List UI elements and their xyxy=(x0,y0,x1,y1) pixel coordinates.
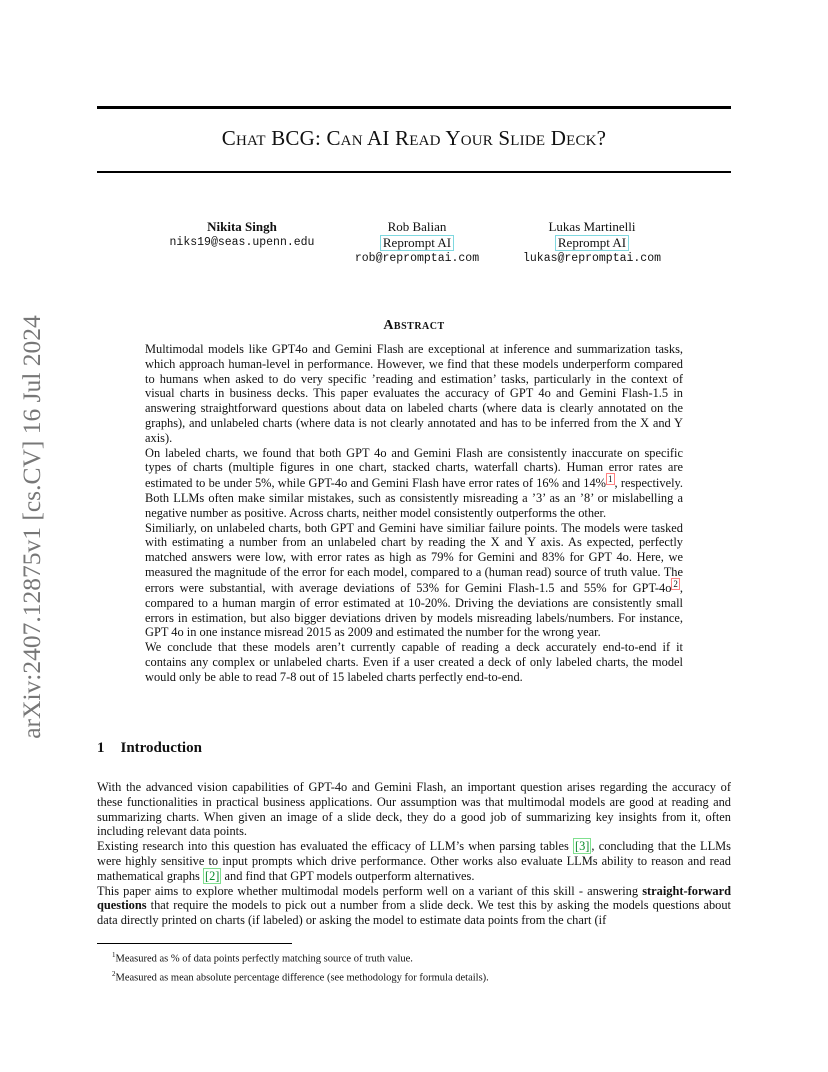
author-name: Rob Balian xyxy=(387,219,447,234)
section-heading xyxy=(97,740,202,757)
author-3 xyxy=(497,219,687,267)
arxiv-id-label: arXiv:2407.12875v1 [cs.CV] 16 Jul 2024 xyxy=(17,315,46,739)
abstract-heading: Abstract xyxy=(383,318,445,333)
abstract-paragraph: Multimodal models like GPT4o and Gemini Flash are exceptional at inference and summarization tasks, which approach human-level in performance. However, we find that these models underperform compared to humans when asked to do very specific ’reading and estimation’ tasks, particularly in the context of visual charts in business decks. This paper evaluates the accuracy of GPT 4o and Gemini Flash-1.5 in answering straightforward questions about data on labeled charts (where data is clearly annotated on the graphs), and unlabeled charts (where data is not clearly annotated and has to be inferred from the X and Y axis). xyxy=(145,342,683,445)
footnote-1: $^1$Measured as % of data points perfectly matching source of truth value. xyxy=(112,951,413,965)
bold-phrase: straight-forward questions xyxy=(97,883,731,913)
footnote-rule xyxy=(97,943,292,944)
author-email: lukas@repromptai.com xyxy=(522,252,662,265)
footnote-2: $^2$Measured as mean absolute percentage difference (see methodology for formula details). xyxy=(112,969,489,983)
body-paragraph: Existing research into this question has evaluated the efficacy of LLM’s when parsing tables [3] , concluding that the LLMs were highly sensitive to input prompts which drive performance. Other works also evaluate LLMs ability to reason and read mathematical graphs [2] and find that GPT models outperform alternatives. xyxy=(97,839,731,883)
section-title: Introduction xyxy=(120,740,202,756)
citation-link[interactable]: [3] xyxy=(574,839,590,854)
author-name: Lukas Martinelli xyxy=(548,219,636,234)
author-name: Nikita Singh xyxy=(207,219,277,234)
author-block xyxy=(97,219,731,269)
author-2 xyxy=(327,219,507,267)
affiliation-link[interactable]: Reprompt AI xyxy=(555,235,629,251)
section-number: 1 xyxy=(97,740,105,756)
citation-link[interactable]: [2] xyxy=(204,868,220,883)
author-1 xyxy=(147,219,337,251)
abstract-paragraph: Similiarly, on unlabeled charts, both GPT and Gemini have similiar failure points. The models were tasked with estimating a number from an unlabeled chart by reading the X and Y axis. As expected, perfectly matched answers were low, with error rates as high as 79% for Gemini and 83% for GPT 4o. Here, we measured the magnitude of the error for each model, compared to a (human read) source of truth value. The errors were substantial, with average deviations of 53% for Gemini Flash-1.5 and 55% for GPT-4o $^2$ , compared to a human margin of error estimated at 10-20%. Driving the deviations are consistently small errors in estimation, but also bigger deviations driven by models misreading labels/numbers. For instance, GPT 4o in one instance misread 2015 as 2009 and estimated the number for the wrong year. xyxy=(145,520,683,640)
title-top-rule xyxy=(97,106,731,109)
body-paragraph: With the advanced vision capabilities of GPT-4o and Gemini Flash, an important question arises regarding the accuracy of these functionalities in practical business applications. Our assumption was that multimodal models are good at reading and summarizing charts. When given an image of a slide deck, they do a good job of summarizing key insights from it, often including relevant data points. xyxy=(97,780,731,839)
footnote-ref-1[interactable]: 1 xyxy=(608,474,613,485)
intro-body xyxy=(97,780,731,928)
affiliation-link[interactable]: Reprompt AI xyxy=(380,235,454,251)
abstract-body xyxy=(145,342,683,685)
title-bottom-rule xyxy=(97,171,731,173)
author-email: rob@repromptai.com xyxy=(354,252,480,265)
abstract-paragraph: On labeled charts, we found that both GPT 4o and Gemini Flash are consistently inaccurate on specific types of charts (multiple figures in one chart, stacked charts, waterfall charts). Human error rates are estimated to be under 5%, while GPT-4o and Gemini Flash have error rates of 16% and 14% $^1$ , respectively. Both LLMs often make similar mistakes, such as consistently misreading a ’3’ as an ’8’ or mislabelling a negative number as positive. Across charts, neither model consistently outperforms the other. xyxy=(145,445,683,520)
abstract-paragraph: We conclude that these models aren’t currently capable of reading a deck accurately end-to-end if it contains any complex or unlabeled charts. Even if a user created a deck of only labeled charts, the model would only be able to read 7-8 out of 15 labeled charts perfectly end-to-end. xyxy=(145,640,683,684)
arxiv-sidebar-stamp xyxy=(12,0,60,1072)
footnotes xyxy=(112,948,489,985)
body-paragraph: This paper aims to explore whether multimodal models perform well on a variant of this skill - answering straight-forward questions that require the models to pick out a number from a slide deck. We test this by asking the models questions about data directly printed on charts (if labeled) or asking the model to estimate data points from the chart (if xyxy=(97,883,731,928)
paper-title: Chat BCG: Can AI Read Your Slide Deck? xyxy=(221,126,607,150)
author-email: niks19@seas.upenn.edu xyxy=(169,236,315,249)
footnote-ref-2[interactable]: 2 xyxy=(673,578,678,589)
